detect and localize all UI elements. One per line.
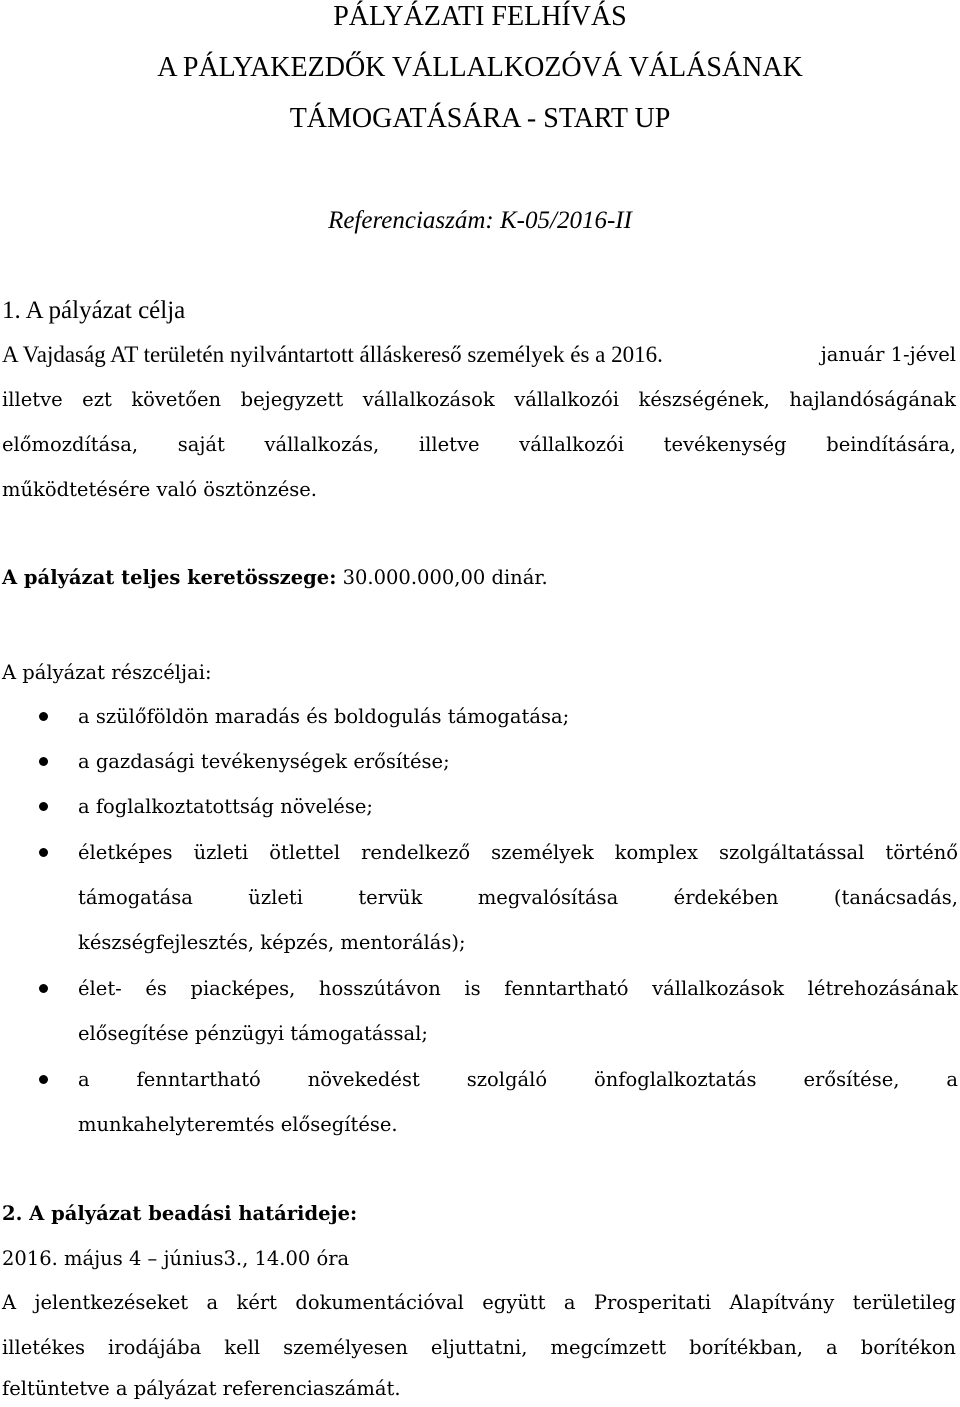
list-item-line: a fenntartható növekedést szolgáló önfoglalkoztatás erősítése, a (78, 1068, 958, 1091)
list-item (78, 784, 958, 829)
section-1-para-line-4: működtetésére való ösztönzése. (2, 478, 317, 501)
bullet-dot (39, 848, 48, 857)
list-item-line: munkahelyteremtés elősegítése. (78, 1113, 398, 1136)
intro-line-end: január 1-jével (820, 343, 956, 366)
section-1-heading: 1. A pályázat célja (2, 297, 186, 324)
budget-label: A pályázat teljes keretösszege: (2, 566, 337, 589)
section-2-heading: 2. A pályázat beadási határideje: (2, 1202, 358, 1225)
section-2-para-line-3: feltüntetve a pályázat referenciaszámát. (2, 1377, 401, 1400)
bullet-dot (39, 757, 48, 766)
budget-value: 30.000.000,00 dinár. (336, 566, 548, 589)
bullet-dot (39, 984, 48, 993)
list-item-line: a gazdasági tevékenységek erősítése; (78, 750, 450, 773)
list-item-line: elősegítése pénzügyi támogatással; (78, 1022, 428, 1045)
list-item (78, 1057, 958, 1147)
bullet-dot (39, 1075, 48, 1084)
list-item-line: készségfejlesztés, képzés, mentorálás); (78, 931, 466, 954)
list-item-line: élet- és piacképes, hosszútávon is fenntartható vállalkozások létrehozásának (78, 977, 958, 1000)
reference-number: Referenciaszám: K-05/2016-II (328, 207, 632, 234)
budget-line (2, 556, 548, 600)
list-item-line: a foglalkoztatottság növelése; (78, 795, 373, 818)
title-line-3: TÁMOGATÁSÁRA - START UP (289, 103, 671, 134)
title-line-2: A PÁLYAKEZDŐK VÁLLALKOZÓVÁ VÁLÁSÁNAK (157, 52, 803, 83)
list-item (78, 830, 958, 965)
list-item-line: támogatása üzleti tervük megvalósítása érdekében (tanácsadás, (78, 886, 958, 909)
intro-serif-part: A Vajdaság AT területén nyilvántartott álláskereső személyek és a 2016. (2, 342, 663, 367)
bullet-dot (39, 712, 48, 721)
section-1-para-line-2: illetve ezt követően bejegyzett vállalkozások vállalkozói készségének, hajlandóságának (2, 388, 956, 411)
list-item-line: életképes üzleti ötlettel rendelkező személyek komplex szolgáltatással történő (78, 841, 958, 864)
subgoals-label: A pályázat részcéljai: (2, 661, 212, 684)
list-item-line: a szülőföldön maradás és boldogulás támogatása; (78, 705, 570, 728)
section-1-para-line-3: előmozdítása, saját vállalkozás, illetve vállalkozói tevékenység beindítására, (2, 433, 956, 456)
deadline-text: 2016. május 4 – június3., 14.00 óra (2, 1247, 350, 1270)
bullet-dot (39, 802, 48, 811)
list-item (78, 694, 958, 739)
section-2-para-line-1: A jelentkezéseket a kért dokumentációval együtt a Prosperitati Alapítvány területileg (2, 1291, 956, 1314)
section-2-para-line-2: illetékes irodájába kell személyesen eljuttatni, megcímzett borítékban, a borítékon (2, 1336, 956, 1359)
section-1-intro-line (2, 340, 663, 370)
title-line-1: PÁLYÁZATI FELHÍVÁS (333, 1, 627, 32)
list-item (78, 739, 958, 784)
list-item (78, 966, 958, 1056)
